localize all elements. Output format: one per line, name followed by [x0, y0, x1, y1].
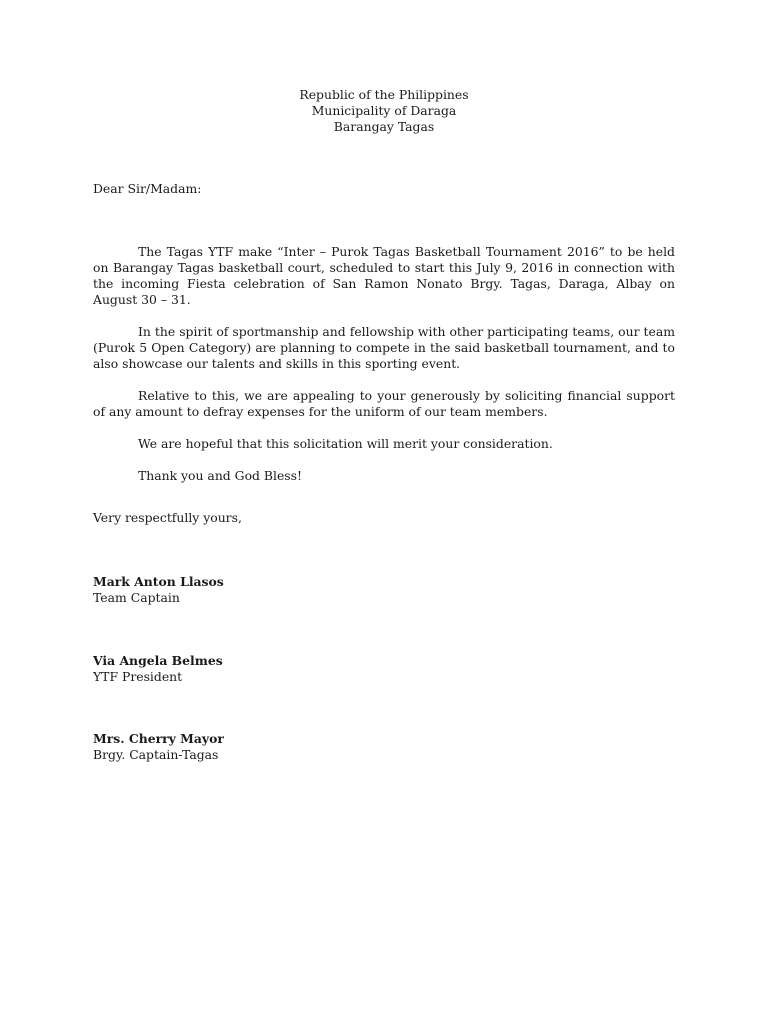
signatory-team-captain — [93, 574, 224, 606]
signatory-name: Via Angela Belmes — [93, 653, 223, 668]
signatory-ytf-president — [93, 653, 223, 685]
paragraph-hopeful-consideration: We are hopeful that this solicitation will merit your consideration. — [138, 436, 553, 451]
signatory-title: YTF President — [93, 669, 183, 684]
signatory-title: Brgy. Captain-Tagas — [93, 747, 219, 762]
paragraph-tournament-announcement: The Tagas YTF make “Inter – Purok Tagas Basketball Tournament 2016” to be held on Barangay Tagas basketball court, scheduled to start this July 9, 2016 in connection with the incoming Fiesta celebration of San Ramon Nonato Brgy. Tagas, Daraga, Albay on August 30 – 31. — [93, 244, 675, 307]
signatory-name: Mark Anton Llasos — [93, 574, 224, 589]
salutation: Dear Sir/Madam: — [93, 181, 202, 196]
letterhead — [0, 87, 768, 135]
signatory-name: Mrs. Cherry Mayor — [93, 731, 224, 746]
complimentary-close: Very respectfully yours, — [93, 510, 242, 525]
letter-body — [93, 244, 675, 500]
paragraph-team-participation: In the spirit of sportmanship and fellowship with other participating teams, our team (Purok 5 Open Category) are planning to compete in the said basketball tournament, and to also showcase our talents and skills in this sporting event. — [93, 324, 675, 371]
paragraph-thank-you: Thank you and God Bless! — [138, 468, 303, 483]
paragraph-solicitation-request: Relative to this, we are appealing to your generously by soliciting financial support of any amount to defray expenses for the uniform of our team members. — [93, 388, 675, 419]
signatory-title: Team Captain — [93, 590, 180, 605]
letterhead-line-municipality: Municipality of Daraga — [311, 103, 457, 118]
letterhead-line-barangay: Barangay Tagas — [333, 119, 435, 134]
letterhead-line-country: Republic of the Philippines — [299, 87, 469, 102]
signatory-brgy-captain — [93, 731, 224, 763]
